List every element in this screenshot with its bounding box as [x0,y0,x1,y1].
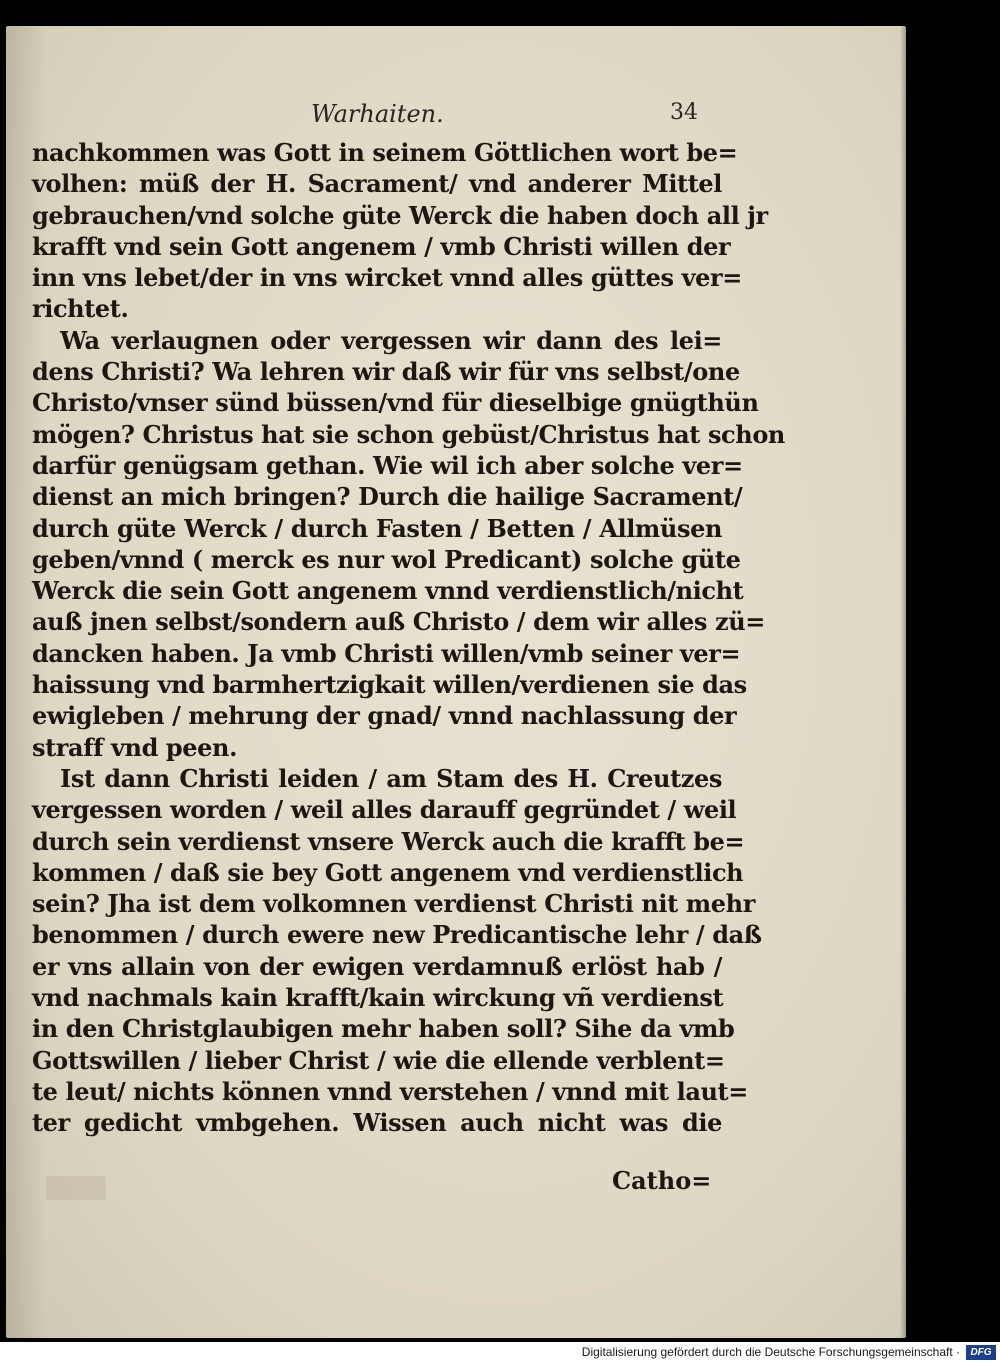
text-line: gebrauchen/vnd solche güte Werck die haben doch all jr [32,200,768,230]
text-line: te leut/ nichts können vnnd verstehen / vnnd mit laut= [32,1076,748,1106]
text-line: durch sein verdienst vnsere Werck auch die krafft be= [32,826,745,856]
text-line: Gottswillen / lieber Christ / wie die ellende verblent= [32,1045,725,1075]
text-line: sein? Jha ist dem volkomnen verdienst Christi nit mehr [32,889,755,919]
text-line: inn vns lebet/der in vns wircket vnnd alles güttes ver= [32,263,742,293]
text-line: vnd nachmals kain krafft/kain wirckung vñ verdienst [32,983,724,1013]
show-through-mark [46,1176,106,1200]
text-line: durch güte Werck / durch Fasten / Betten / Allmüsen [32,513,722,543]
running-head [6,100,906,134]
running-head-title: Warhaiten. [311,100,444,128]
text-line: haissung vnd barmhertzigkait willen/verdienen sie das [32,670,747,700]
text-line: dens Christi? Wa lehren wir daß wir für vns selbst/one [32,357,740,387]
text-line: volhen: müß der H. Sacrament/ vnd anderer Mittel [32,169,722,199]
text-line: richtet. [32,294,129,324]
text-line: Werck die sein Gott angenem vnnd verdienstlich/nicht [32,576,744,606]
text-line: er vns allain von der ewigen verdamnuß erlöst hab / [32,951,722,981]
text-line: ter gedicht vmbgehen. Wissen auch nicht was die [32,1108,722,1138]
dfg-logo-icon: DFG [966,1345,996,1360]
text-line: auß jnen selbst/sondern auß Christo / dem wir alles zü= [32,607,765,637]
text-line: dienst an mich bringen? Durch die hailige Sacrament/ [32,482,743,512]
text-line: ewigleben / mehrung der gnad/ vnnd nachlassung der [32,701,737,731]
text-line: geben/vnnd ( merck es nur wol Predicant) solche güte [32,544,741,574]
text-line: in den Christglaubigen mehr haben soll? Sihe da vmb [32,1014,735,1044]
text-line: Christo/vnser sünd büssen/vnd für dieselbige gnügthün [32,388,759,418]
text-line: straff vnd peen. [32,732,238,762]
text-line: benommen / durch ewere new Predicantische lehr / daß [32,920,762,950]
body-text [32,137,785,1139]
text-line: krafft vnd sein Gott angenem / vmb Christi willen der [32,231,731,261]
text-line: mögen? Christus hat sie schon gebüst/Christus hat schon [32,419,785,449]
funding-notice: Digitalisierung gefördert durch die Deutsche Forschungsgemeinschaft · [581,1345,960,1359]
text-line: darfür genügsam gethan. Wie wil ich aber solche ver= [32,450,743,480]
footer-bar [0,1342,1000,1364]
text-line: vergessen worden / weil alles darauff gegründet / weil [32,795,737,825]
folio-number: 34 [670,100,698,125]
text-line: nachkommen was Gott in seinem Göttlichen wort be= [32,138,738,167]
page-edge-shadow [900,26,906,1338]
text-line: dancken haben. Ja vmb Christi willen/vmb seiner ver= [32,638,741,668]
text-line: Ist dann Christi leiden / am Stam des H. Creutzes [60,763,722,793]
text-line: Wa verlaugnen oder vergessen wir dann des lei= [60,325,722,355]
book-page [6,26,906,1338]
text-line: kommen / daß sie bey Gott angenem vnd verdienstlich [32,857,744,887]
catchword: Catho= [612,1166,712,1195]
